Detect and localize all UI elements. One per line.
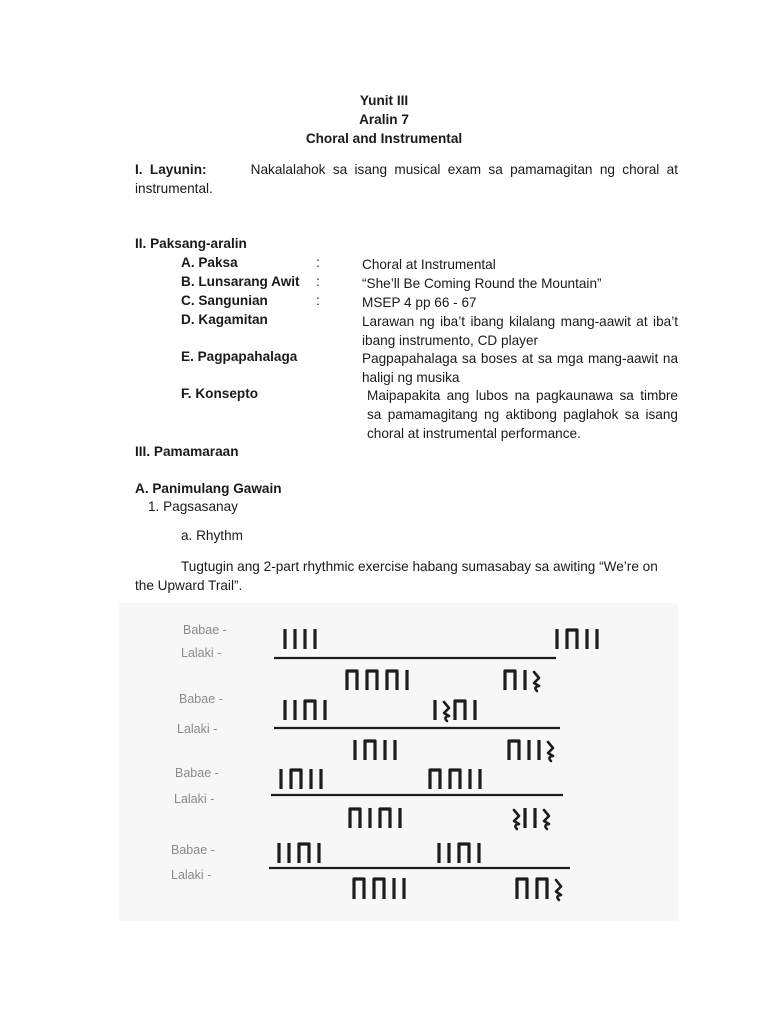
objective-paragraph: [135, 160, 678, 198]
babae-label: Babae -: [171, 843, 215, 857]
subject-row-kagamitan: [0, 312, 768, 348]
quarter-rest: [556, 880, 561, 900]
procedure-step: 1. Pagsasanay: [148, 499, 238, 514]
eighth-pair-stick: [299, 844, 309, 863]
eighth-pair-stick: [354, 879, 364, 899]
objective-text: Nakalalahok sa isang musical exam sa pamamagitan ng choral at instrumental.: [135, 162, 678, 196]
rhythm-exercise-figure: [119, 603, 678, 921]
objective-section: [135, 160, 678, 198]
subject-matter-heading: II. Paksang-aralin: [135, 236, 247, 251]
eighth-pair-stick: [347, 671, 357, 690]
babae-label: Babae -: [183, 623, 227, 637]
eighth-pair-stick: [459, 844, 469, 863]
eighth-pair-stick: [291, 770, 301, 789]
objective-label: I. Layunin:: [135, 162, 207, 177]
eighth-pair-stick: [374, 879, 384, 899]
procedure-instruction: Tugtugin ang 2-part rhythmic exercise habang sumasabay sa awiting “We’re on the Upward Trail”.: [135, 559, 658, 593]
eighth-pair-stick: [505, 671, 515, 690]
eighth-pair-stick: [305, 701, 315, 720]
lalaki-label: Lalaki -: [174, 792, 215, 806]
subject-label: F. Konsepto: [181, 386, 259, 401]
subject-label: E. Pagpapahalaga: [181, 349, 298, 364]
subject-label: D. Kagamitan: [181, 312, 268, 327]
lalaki-label: Lalaki -: [177, 722, 218, 736]
quarter-rest: [444, 702, 449, 721]
subject-value: Pagpapahalaga sa boses at sa mga mang-aawit na haligi ng musika: [362, 351, 678, 385]
eighth-pair-stick: [367, 671, 377, 690]
eighth-pair-stick: [517, 879, 527, 899]
rhythm-notation: [119, 603, 678, 921]
subject-row-lunsarang-awit: [0, 274, 768, 293]
page-title: Choral and Instrumental: [305, 131, 463, 146]
quarter-rest: [514, 810, 519, 829]
eighth-pair-stick: [450, 770, 460, 789]
lesson-title: Aralin 7: [359, 112, 409, 127]
eighth-pair-stick: [455, 701, 465, 720]
lalaki-label: Lalaki -: [171, 868, 212, 882]
subject-value: Larawan ng iba’t ibang kilalang mang-aawit at iba’t ibang instrumento, CD player: [362, 314, 678, 348]
babae-label: Babae -: [175, 766, 219, 780]
eighth-pair-stick: [350, 809, 360, 828]
subject-colon: :: [316, 255, 320, 270]
subject-row-sangunian: [0, 293, 768, 312]
eighth-pair-stick: [365, 741, 375, 760]
eighth-pair-stick: [537, 879, 547, 899]
subject-row-pagpapahalaga: [0, 349, 768, 385]
procedure-subheading: A. Panimulang Gawain: [135, 481, 282, 496]
subject-colon: :: [316, 274, 320, 289]
quarter-rest: [534, 672, 539, 691]
subject-label: C. Sangunian: [181, 293, 268, 308]
eighth-pair-stick: [509, 741, 519, 760]
subject-colon: :: [316, 293, 320, 308]
subject-row-konsepto: [0, 386, 768, 441]
subject-value: “She’ll Be Coming Round the Mountain”: [362, 276, 602, 291]
eighth-pair-stick: [430, 770, 440, 789]
procedure-heading: III. Pamamaraan: [135, 444, 239, 459]
babae-label: Babae -: [179, 692, 223, 706]
subject-value: Choral at Instrumental: [362, 257, 496, 272]
lalaki-label: Lalaki -: [181, 646, 222, 660]
unit-title: Yunit III: [359, 93, 409, 108]
eighth-pair-stick: [387, 671, 397, 690]
eighth-pair-stick: [380, 809, 390, 828]
subject-label: A. Paksa: [181, 255, 238, 270]
subject-row-paksa: [0, 255, 768, 274]
quarter-rest: [544, 810, 549, 829]
quarter-rest: [548, 742, 553, 761]
subject-label: B. Lunsarang Awit: [181, 274, 300, 289]
subject-value: MSEP 4 pp 66 - 67: [362, 295, 477, 310]
subject-value: Maipapakita ang lubos na pagkaunawa sa timbre sa pamamagitang ng aktibong paglahok sa isang choral at instrumental performance.: [367, 388, 678, 441]
procedure-substep: a. Rhythm: [181, 528, 243, 543]
eighth-pair-stick: [567, 630, 577, 649]
